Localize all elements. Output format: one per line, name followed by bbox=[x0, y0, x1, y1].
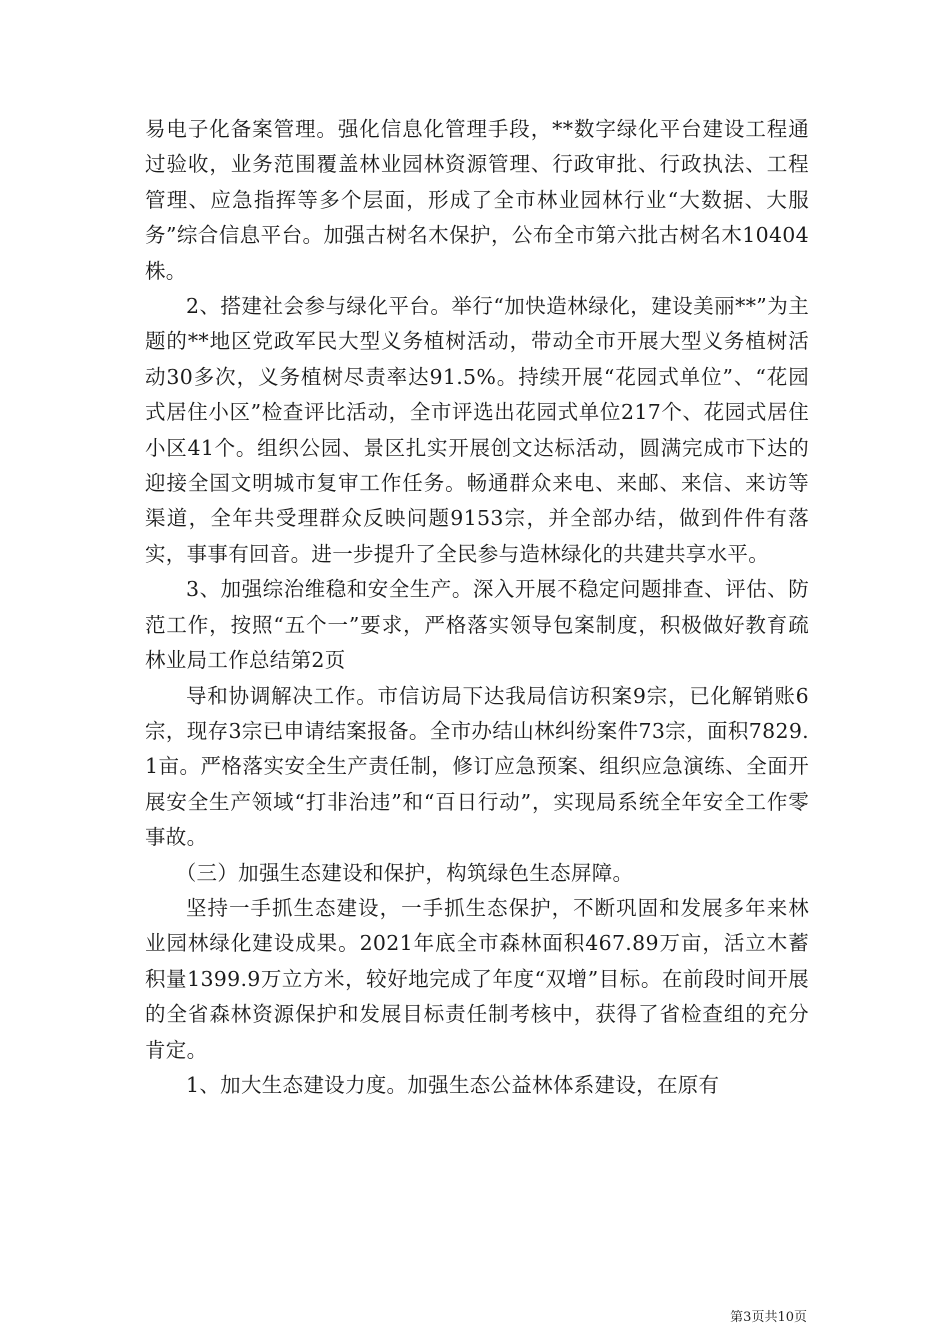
paragraph-4: 导和协调解决工作。市信访局下达我局信访积案9宗，已化解销账6宗，现存3宗已申请结案报备。全市办结山林纠纷案件73宗，面积7829.1亩。严格落实安全生产责任制，修订应急预案、组织应急演练、全面开展安全生产领域“打非治违”和“百日行动”，实现局系统全年安全工作零事故。 bbox=[145, 683, 809, 850]
paragraph-3: 3、加强综治维稳和安全生产。深入开展不稳定问题排查、评估、防范工作，按照“五个一”要求，严格落实领导包案制度，积极做好教育疏林业局工作总结第2页 bbox=[145, 577, 809, 673]
paragraph-6: 1、加大生态建设力度。加强生态公益林体系建设，在原有 bbox=[186, 1072, 720, 1097]
page-number-footer: 第3页共10页 bbox=[730, 1310, 807, 1325]
body-text bbox=[145, 112, 809, 1103]
paragraph-2: 2、搭建社会参与绿化平台。举行“加快造林绿化，建设美丽**”为主题的**地区党政军民大型义务植树活动，带动全市开展大型义务植树活动30多次，义务植树尽责率达91.5%。持续开展“花园式单位”、“花园式居住小区”检查评比活动，全市评选出花园式单位217个、花园式居住小区41个。组织公园、景区扎实开展创文达标活动，圆满完成市下达的迎接全国文明城市复审工作任务。畅通群众来电、来邮、来信、来访等渠道，全年共受理群众反映问题9153宗，并全部办结，做到件件有落实，事事有回音。进一步提升了全民参与造林绿化的共建共享水平。 bbox=[145, 294, 809, 566]
paragraph-1: 易电子化备案管理。强化信息化管理手段，**数字绿化平台建设工程通过验收，业务范围覆盖林业园林资源管理、行政审批、行政执法、工程管理、应急指挥等多个层面，形成了全市林业园林行业“大数据、大服务”综合信息平台。加强古树名木保护，公布全市第六批古树名木10404株。 bbox=[145, 117, 809, 283]
section-heading: （三）加强生态建设和保护，构筑绿色生态屏障。 bbox=[175, 860, 634, 885]
paragraph-5: 坚持一手抓生态建设，一手抓生态保护，不断巩固和发展多年来林业园林绿化建设成果。2021年底全市森林面积467.89万亩，活立木蓄积量1399.9万立方米，较好地完成了年度“双增”目标。在前段时间开展的全省森林资源保护和发展目标责任制考核中，获得了省检查组的充分肯定。 bbox=[145, 895, 809, 1062]
